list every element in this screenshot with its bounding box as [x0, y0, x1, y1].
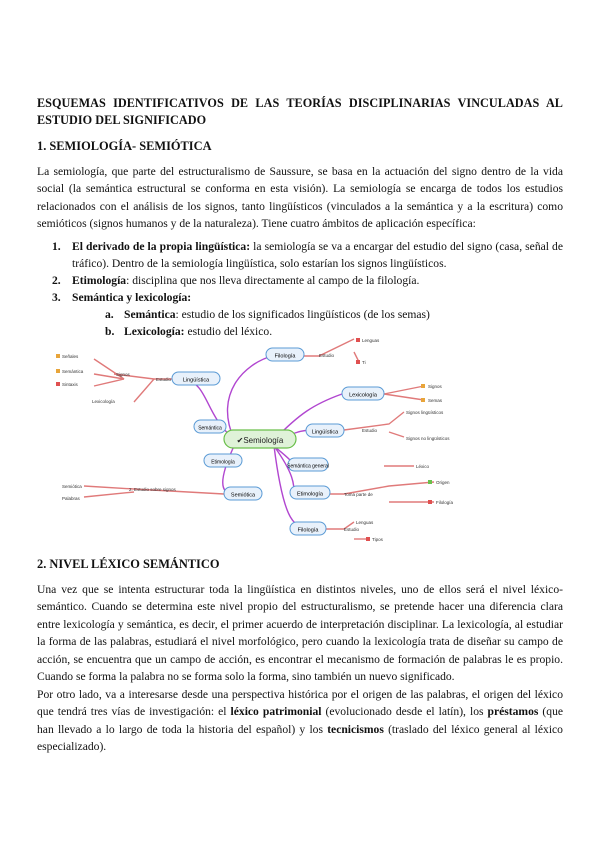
mindmap-node-linguistica-2: Lingüística [311, 429, 339, 436]
mindmap-node-filologia-2: Filología [297, 527, 319, 534]
sub-list-letter: b. [105, 325, 115, 338]
list-number: 3. [52, 291, 61, 304]
mindmap-label-lenguas-2: Lenguas [356, 520, 374, 525]
mindmap-node-linguistica: Lingüística [182, 377, 210, 384]
mindmap-label-senales: Señales [62, 354, 79, 359]
mindmap-label-semiotica: Semiótica [62, 484, 82, 489]
mindmap-svg [44, 334, 556, 546]
mindmap-label-semas: Semas [428, 398, 443, 403]
sub-list-item [72, 306, 563, 323]
sub-list-text: estudio del léxico. [184, 325, 273, 338]
mindmap-label-signos-no-ling: Signos no lingüísticos [406, 436, 450, 441]
mindmap-label-signos-ling: Signos lingüísticos [406, 410, 444, 415]
folder-icon [56, 369, 60, 373]
mindmap-center-label: ✔Semiología [236, 436, 284, 445]
document-title: ESQUEMAS IDENTIFICATIVOS DE LAS TEORÍAS DISCIPLINARIAS VINCULADAS AL ESTUDIO DEL SIGNIFICADO [37, 96, 563, 127]
section-2-paragraph-1: Una vez que se intenta estructurar toda la lingüística en distintos niveles, uno de ellos será el nivel léxico-semántico. Cuando se determina este nivel propio del estructuralismo, se pretende hacer una diferencia clara entre lexicología y semántica, es decir, el primer acuerdo de interpretación disciplinar. La lexicología, al estudiar la forma de las palabras, estudiará el nivel morfológico, pero cuando la lexicología trata de diseñar su campo de acción, se encuentra que un campo de acción, es encontrar el mecanismo de formación de palabras le es propio. Cuando se forma la palabra no se forma solo la forma, sino también un nuevo significado. [37, 583, 563, 684]
folder-icon [356, 338, 360, 342]
list-number: 1. [52, 240, 61, 253]
mindmap-node-semantica: Semántica [198, 425, 222, 432]
mindmap-label-estudio-4: Estudio [344, 527, 360, 532]
section-1-heading: 1. SEMIOLOGÍA- SEMIÓTICA [37, 139, 212, 153]
mindmap-label-semantica-leaf: Semántica [62, 369, 84, 374]
folder-icon [366, 537, 370, 541]
term-lexico-patrimonial: léxico patrimonial [230, 705, 322, 719]
list-text: : disciplina que nos lleva directamente al campo de la filología. [126, 274, 420, 287]
list-item [52, 272, 563, 289]
list-item [52, 289, 563, 340]
mindmap-label-lexicologia: Lexicología [92, 399, 115, 404]
folder-icon [421, 384, 425, 388]
section-1-list [52, 238, 563, 340]
mindmap-label-lexico: Léxico [416, 464, 430, 469]
mindmap-label-filologia-3: Filología [436, 500, 454, 505]
mindmap-node-etimologia-2: Etimología [297, 491, 323, 498]
mindmap-label-estudio: Estudio [156, 377, 172, 382]
mindmap-node-etimologia: Etimología [211, 459, 235, 466]
mindmap-figure [44, 334, 556, 546]
term-tecnicismos: tecnicismos [327, 722, 384, 736]
sub-list-letter: a. [105, 308, 114, 321]
list-term: Semántica y lexicología: [72, 291, 192, 304]
sub-list-text: : estudio de los significados lingüísticos (de los semas) [175, 308, 430, 321]
mindmap-label-signos-2: Signos [428, 384, 442, 389]
mindmap-label-tipos: Tipos [372, 537, 383, 542]
folder-icon [428, 500, 432, 504]
p2-text-a: Por otro lado, va a interesarse desde una perspectiva histórica por el origen de las palabras, el origen del léxico que tendrá tres vías de investigación: el [37, 688, 563, 719]
list-number: 2. [52, 274, 61, 287]
mindmap-label-ti: Ti [362, 360, 366, 365]
p2-text-e: (que han llevado a lo largo de toda la historia del español) y los [37, 705, 564, 736]
mindmap-node-semantica-general: Semántica general [287, 463, 329, 470]
section-2-paragraph-2 [37, 686, 563, 756]
sub-list-term: Lexicología: [124, 325, 185, 338]
list-term: El derivado de la propia lingüística: [72, 240, 251, 253]
folder-icon [421, 398, 425, 402]
mindmap-node-lexicologia: Lexicología [349, 392, 377, 399]
list-item [52, 238, 563, 272]
mindmap-label-sintaxis: Sintaxis [62, 382, 78, 387]
leaf-icon [428, 480, 432, 484]
mindmap-node-filologia: Filología [274, 353, 296, 360]
folder-icon [56, 354, 60, 358]
mindmap-label-palabras: Palabras [62, 496, 80, 501]
mindmap-label-toma-parte: Toma parte de [344, 492, 373, 497]
section-1-paragraph: La semiología, que parte del estructuralismo de Saussure, se basa en la actuación del signo dentro de la vida social (la semántica estructural se conforma en esta visión). La semiología se encarga de todos los estudios relacionados con el análisis de los signos, tanto lingüísticos (vinculados a la semántica y a la escritura) como semióticos (signos humanos y de la naturaleza). Tiene cuatro ámbitos de aplicación específica: [37, 165, 563, 231]
mindmap-label-origen: Origen [436, 480, 450, 485]
mindmap-label-estudio-signos: 2. Estudio sobre signos [129, 487, 176, 492]
mindmap-label-estudio-2: Estudio [319, 353, 335, 358]
p2-text-g: (traslado del léxico general al léxico especializado). [37, 722, 563, 754]
mindmap-label-lenguas: Lenguas [362, 338, 380, 343]
folder-icon [356, 360, 360, 364]
list-term: Etimología [72, 274, 127, 287]
list-text: la semiología se va a encargar del estudio del signo (casa, señal de tráfico). Dentro de la semiología lingüística, solo estarían los signos lingüísticos. [72, 240, 563, 270]
p2-text-c: (evolucionado desde el latín), los [321, 705, 488, 719]
mindmap-label-signos: Signos [116, 372, 130, 377]
term-prestamos: préstamos [487, 705, 539, 719]
section-2-heading: 2. NIVEL LÉXICO SEMÁNTICO [37, 557, 220, 571]
folder-icon [56, 382, 60, 386]
mindmap-label-estudio-3: Estudio [362, 428, 378, 433]
mindmap-node-semiotica: Semiótica [230, 492, 256, 499]
sub-list-term: Semántica [124, 308, 176, 321]
